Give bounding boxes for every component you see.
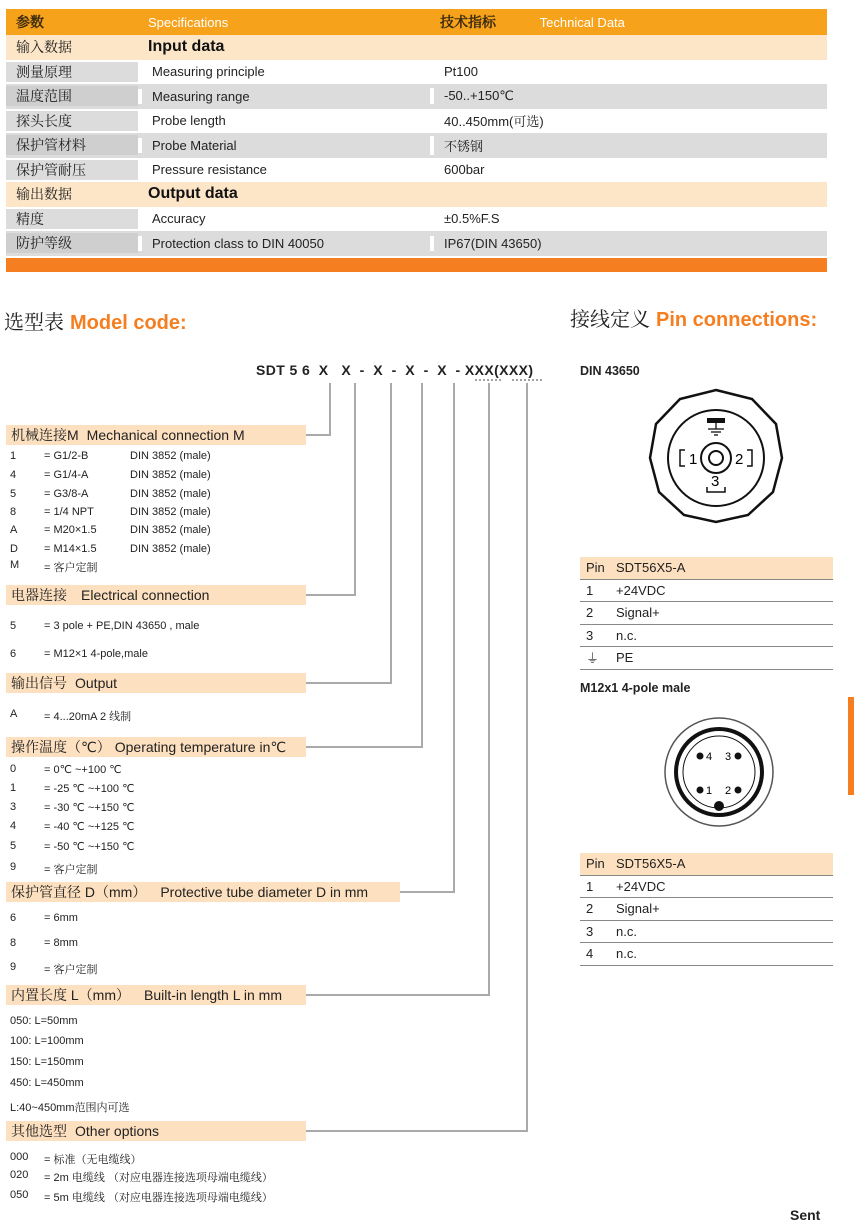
group-electrical-connection [6, 585, 306, 605]
option-code: 6 [10, 648, 17, 660]
spec-value: ±0.5%F.S [430, 211, 827, 226]
pin-table-header [580, 853, 833, 876]
pin-number: 3 [586, 627, 594, 643]
model-code-en: Model code: [70, 312, 187, 334]
option-item [10, 620, 199, 632]
option-code: 000 [10, 1151, 29, 1163]
option-value: = 3 pole + PE,DIN 43650 , male [44, 620, 200, 632]
spec-value: 40..450mm(可选) [430, 111, 827, 130]
option-item [10, 1015, 78, 1027]
section-label-en: Input data [148, 38, 225, 56]
m12-connector-diagram [662, 715, 776, 829]
pin-table-row [580, 943, 833, 966]
option-standard: DIN 3852 (male) [130, 506, 211, 518]
pin-number: 1 [586, 878, 594, 894]
pin-signal: n.c. [616, 627, 637, 643]
option-code: M [10, 559, 20, 571]
option-value: = 标准（无电缆线） [44, 1154, 142, 1166]
spec-en-label: Accuracy [138, 211, 430, 226]
option-code: 050 [10, 1189, 29, 1201]
m12-label: M12x1 4-pole male [580, 681, 691, 695]
group-cn: 电器连接 [11, 587, 67, 603]
option-item [10, 782, 134, 795]
din-pin-2-label: 2 [735, 451, 744, 468]
option-item [10, 961, 97, 977]
spec-en-label: Protection class to DIN 40050 [138, 236, 430, 251]
spec-value: 不锈钢 [430, 136, 827, 155]
option-code: D [10, 543, 18, 555]
option-item [10, 801, 134, 814]
group-cn: 输出信号 [11, 675, 67, 691]
option-standard: DIN 3852 (male) [130, 469, 211, 481]
pin-signal: n.c. [616, 923, 637, 939]
group-en: Output [75, 675, 118, 691]
option-item [10, 840, 134, 853]
option-item [10, 820, 134, 833]
pin-signal: +24VDC [616, 878, 666, 894]
option-item [10, 524, 370, 536]
pin-number: Pin [586, 560, 605, 576]
section-label-cn: 输入数据 [16, 39, 72, 56]
model-code-cn: 选型表 [4, 312, 64, 334]
pin-number: ⏚ [586, 651, 600, 667]
pin-table-row [580, 921, 833, 944]
spec-en-label: Measuring range [138, 89, 430, 104]
option-code: A [10, 524, 18, 536]
option-value: = G1/2-B [44, 450, 89, 462]
option-code: 8 [10, 506, 17, 518]
group-built-in-length [6, 985, 306, 1005]
spec-en-label: Probe length [138, 113, 430, 128]
din-pin-table [580, 557, 833, 670]
pin-number: 1 [586, 582, 594, 598]
spec-en-label: Pressure resistance [138, 162, 430, 177]
option-value: 050: L=50mm [10, 1015, 78, 1027]
spec-header-tech-cn: 技术指标 [440, 14, 496, 30]
pin-table-row [580, 647, 833, 670]
pin-signal: Signal+ [616, 605, 660, 621]
group-protective-tube [6, 882, 400, 902]
pin-table-row [580, 602, 833, 625]
option-item [10, 937, 78, 949]
din-pin-1-label: 1 [689, 451, 698, 468]
m12-pin-1-label: 1 [706, 785, 713, 797]
option-code: 0 [10, 763, 17, 775]
pin-signal: +24VDC [616, 582, 666, 598]
din-43650-connector-diagram [648, 386, 784, 526]
group-operating-temperature [6, 737, 306, 757]
spec-value: Pt100 [430, 64, 827, 79]
pin-table-row [580, 898, 833, 921]
option-value: = 客户定制 [44, 864, 98, 876]
spec-cn-label: 保护管耐压 [6, 160, 138, 180]
option-value: 100: L=100mm [10, 1035, 84, 1047]
option-code: 5 [10, 840, 17, 852]
option-code: 1 [10, 782, 17, 794]
option-item [10, 648, 148, 660]
group-cn: 机械连接M [11, 427, 79, 443]
option-item [10, 506, 370, 518]
group-cn: 操作温度（℃） [11, 739, 111, 755]
group-cn: 其他选型 [11, 1123, 67, 1139]
option-standard: DIN 3852 (male) [130, 450, 211, 462]
spec-cn-label: 探头长度 [6, 111, 138, 131]
option-code: 9 [10, 961, 17, 973]
spec-en-label: Probe Material [138, 138, 430, 153]
option-item [10, 1056, 84, 1068]
option-value: = M20×1.5 [44, 524, 97, 536]
option-item [10, 488, 370, 500]
spec-en-label: Measuring principle [138, 64, 430, 79]
option-value: = 5m 电缆线 （对应电器连接选项母端电缆线） [44, 1192, 273, 1204]
option-item [10, 1077, 84, 1089]
option-value: = -30 ℃ ~+150 ℃ [44, 802, 135, 814]
spec-value: -50..+150℃ [430, 88, 827, 104]
group-output [6, 673, 306, 693]
din-pin-3-label: 3 [711, 473, 720, 490]
group-mechanical-connection [6, 425, 306, 445]
option-value: = 1/4 NPT [44, 506, 94, 518]
footer-text: Sent [790, 1207, 821, 1220]
spec-cn-label: 测量原理 [6, 62, 138, 82]
option-code: 4 [10, 820, 17, 832]
m12-pin-table [580, 853, 833, 966]
spec-header-specifications: Specifications [148, 14, 229, 30]
group-cn: 内置长度 L（mm） [11, 987, 130, 1003]
option-code: 8 [10, 937, 17, 949]
option-value: = 客户定制 [44, 562, 98, 574]
pin-signal: SDT56X5-A [616, 856, 686, 872]
group-en: Mechanical connection M [86, 427, 245, 443]
option-code: 5 [10, 488, 17, 500]
group-en: Operating temperature in℃ [114, 738, 287, 755]
spec-header-param: 参数 [16, 14, 44, 30]
pin-number: 4 [586, 946, 594, 962]
option-value: = 2m 电缆线 （对应电器连接选项母端电缆线） [44, 1172, 273, 1184]
m12-pin-4-label: 4 [706, 751, 713, 763]
group-other-options [6, 1121, 306, 1141]
m12-pin-3-label: 3 [725, 751, 732, 763]
pin-number: 2 [586, 605, 594, 621]
option-code: A [10, 708, 18, 720]
option-item [10, 1035, 84, 1047]
group-cn: 保护管直径 D（mm） [11, 884, 147, 900]
section-label-cn: 输出数据 [16, 186, 72, 203]
option-standard: DIN 3852 (male) [130, 524, 211, 536]
pin-table-row [580, 625, 833, 648]
spec-cn-label: 防护等级 [6, 233, 138, 253]
option-value: = -40 ℃ ~+125 ℃ [44, 821, 135, 833]
option-item [10, 912, 78, 924]
group-en: Built-in length L in mm [144, 987, 282, 1003]
pin-number: 2 [586, 901, 594, 917]
option-code: 4 [10, 469, 17, 481]
pin-signal: PE [616, 650, 634, 666]
option-value: 450: L=450mm [10, 1077, 84, 1089]
option-value: = -25 ℃ ~+100 ℃ [44, 783, 135, 795]
section-label-en: Output data [148, 185, 238, 203]
option-code: 6 [10, 912, 17, 924]
option-value: = 4...20mA 2 线制 [44, 711, 132, 723]
pin-connections-cn: 接线定义 [570, 309, 650, 331]
option-value: 150: L=150mm [10, 1056, 84, 1068]
option-value: = -50 ℃ ~+150 ℃ [44, 841, 135, 853]
pin-signal: Signal+ [616, 901, 660, 917]
option-item [10, 559, 130, 575]
orange-side-tab [848, 697, 854, 795]
spec-value: 600bar [430, 162, 827, 177]
option-code: 9 [10, 861, 17, 873]
pin-table-row [580, 580, 833, 603]
option-item [10, 450, 370, 462]
option-value: = M12×1 4-pole,male [44, 648, 148, 660]
m12-pin-2-label: 2 [725, 785, 732, 797]
option-value: = G3/8-A [44, 488, 89, 500]
option-item [10, 469, 370, 481]
spec-cn-label: 温度范围 [6, 86, 138, 106]
option-item [10, 1189, 273, 1205]
pin-connections-en: Pin connections: [656, 309, 818, 331]
option-value: L:40~450mm范围内可选 [10, 1102, 130, 1114]
option-code: 1 [10, 450, 17, 462]
option-value: = 客户定制 [44, 964, 98, 976]
option-item [10, 708, 131, 724]
option-standard: DIN 3852 (male) [130, 488, 211, 500]
pin-table-row [580, 876, 833, 899]
option-code: 3 [10, 801, 17, 813]
pin-signal: n.c. [616, 946, 637, 962]
option-code: 020 [10, 1169, 29, 1181]
option-value: = 8mm [44, 937, 78, 949]
option-item [10, 543, 370, 555]
option-value: = 6mm [44, 912, 78, 924]
spec-header-tech-en: Technical Data [539, 15, 625, 30]
option-value: = G1/4-A [44, 469, 89, 481]
option-value: = M14×1.5 [44, 543, 97, 555]
option-item [10, 763, 122, 776]
group-en: Other options [75, 1123, 160, 1139]
option-code: 5 [10, 620, 17, 632]
option-item [10, 1099, 130, 1115]
option-standard: DIN 3852 (male) [130, 543, 211, 555]
pin-number: 3 [586, 923, 594, 939]
option-item [10, 1151, 141, 1167]
spec-cn-label: 精度 [6, 209, 138, 229]
pin-signal: SDT56X5-A [616, 560, 686, 576]
pin-number: Pin [586, 856, 605, 872]
spec-cn-label: 保护管材料 [6, 135, 138, 155]
option-item [10, 1169, 273, 1185]
din-43650-label: DIN 43650 [580, 364, 640, 378]
pin-table-header [580, 557, 833, 580]
option-item [10, 861, 97, 877]
option-value: = 0℃ ~+100 ℃ [44, 764, 122, 776]
spec-value: IP67(DIN 43650) [430, 236, 827, 251]
group-en: Electrical connection [81, 587, 210, 603]
model-code-string: SDT 5 6 X X - X - X - X - XXX(XXX) [256, 362, 534, 378]
group-en: Protective tube diameter D in mm [160, 884, 369, 900]
